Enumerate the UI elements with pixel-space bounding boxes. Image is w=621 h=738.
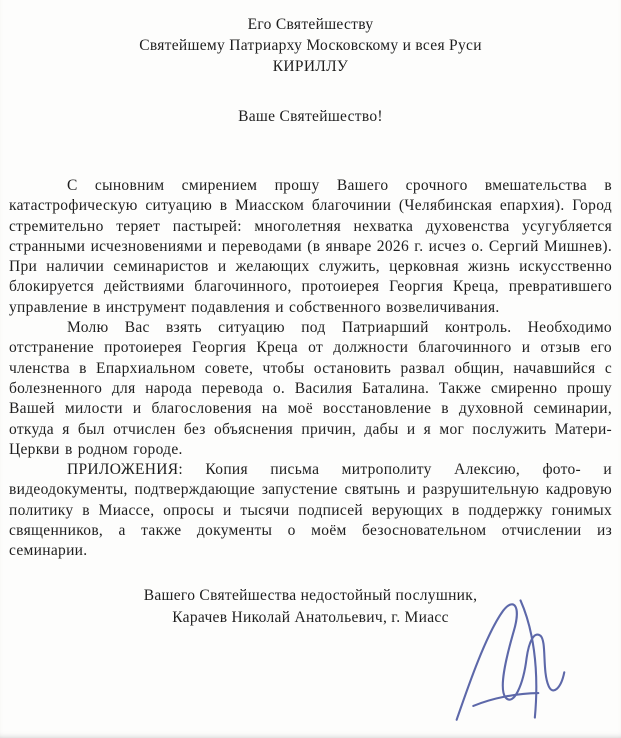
paragraph-attachments: ПРИЛОЖЕНИЯ: Копия письма митрополиту Алексию, фото- и видеодокументы, подтверждающие запустение святынь и разрушительную кадровую политику в Миассе, опросы и тысячи подписей верующих в поддержку гонимых священников, а также документы о моём безосновательном отчислении из семинарии.: [9, 461, 612, 560]
addressee-line-1: Его Святейшеству: [247, 16, 374, 33]
signature-ink-icon: [433, 591, 586, 735]
salutation: Ваше Святейшество!: [238, 108, 383, 125]
paragraph-request: Молю Вас взять ситуацию под Патриарший контроль. Необходимо отстранение протоиерея Георгия Креца от должности благочинного и отзыв его членства в Епархиальном совете, чтобы остановить развал общин, начавшийся с болезненного для народа перевода о. Василия Баталина. Также смиренно прошу Вашей милости и благословения на моё восстановление в духовной семинарии, откуда я был отчислен без объяснения причин, дабы и я мог послужить Матери-Церкви в родном городе.: [9, 319, 612, 458]
closing-line-2: Карачев Николай Анатольевич, г. Миасс: [172, 608, 449, 626]
addressee-block: [9, 14, 612, 77]
handwritten-signature: [433, 591, 586, 735]
paragraph-situation: С сыновним смирением прошу Вашего срочного вмешательства в катастрофическую ситуацию в Миасском благочинии (Челябинская епархия). Город стремительно теряет пастырей: многолетняя нехватка духовенства усугубляется странными исчезновениями и переводами (в январе 2026 г. исчез о. Сергий Мишнев). При наличии семинаристов и желающих служить, церковная жизнь искусственно блокируется действиями благочинного, протоиерея Георгия Креца, превратившего управление в инструмент подавления и собственного возвеличивания.: [9, 177, 612, 316]
letter-body: [9, 176, 612, 562]
closing-line-1: Вашего Святейшества недостойный послушник,: [143, 586, 478, 604]
addressee-line-2: Святейшему Патриарху Московскому и всея Руси: [139, 37, 482, 54]
addressee-name: КИРИЛЛУ: [272, 58, 349, 75]
